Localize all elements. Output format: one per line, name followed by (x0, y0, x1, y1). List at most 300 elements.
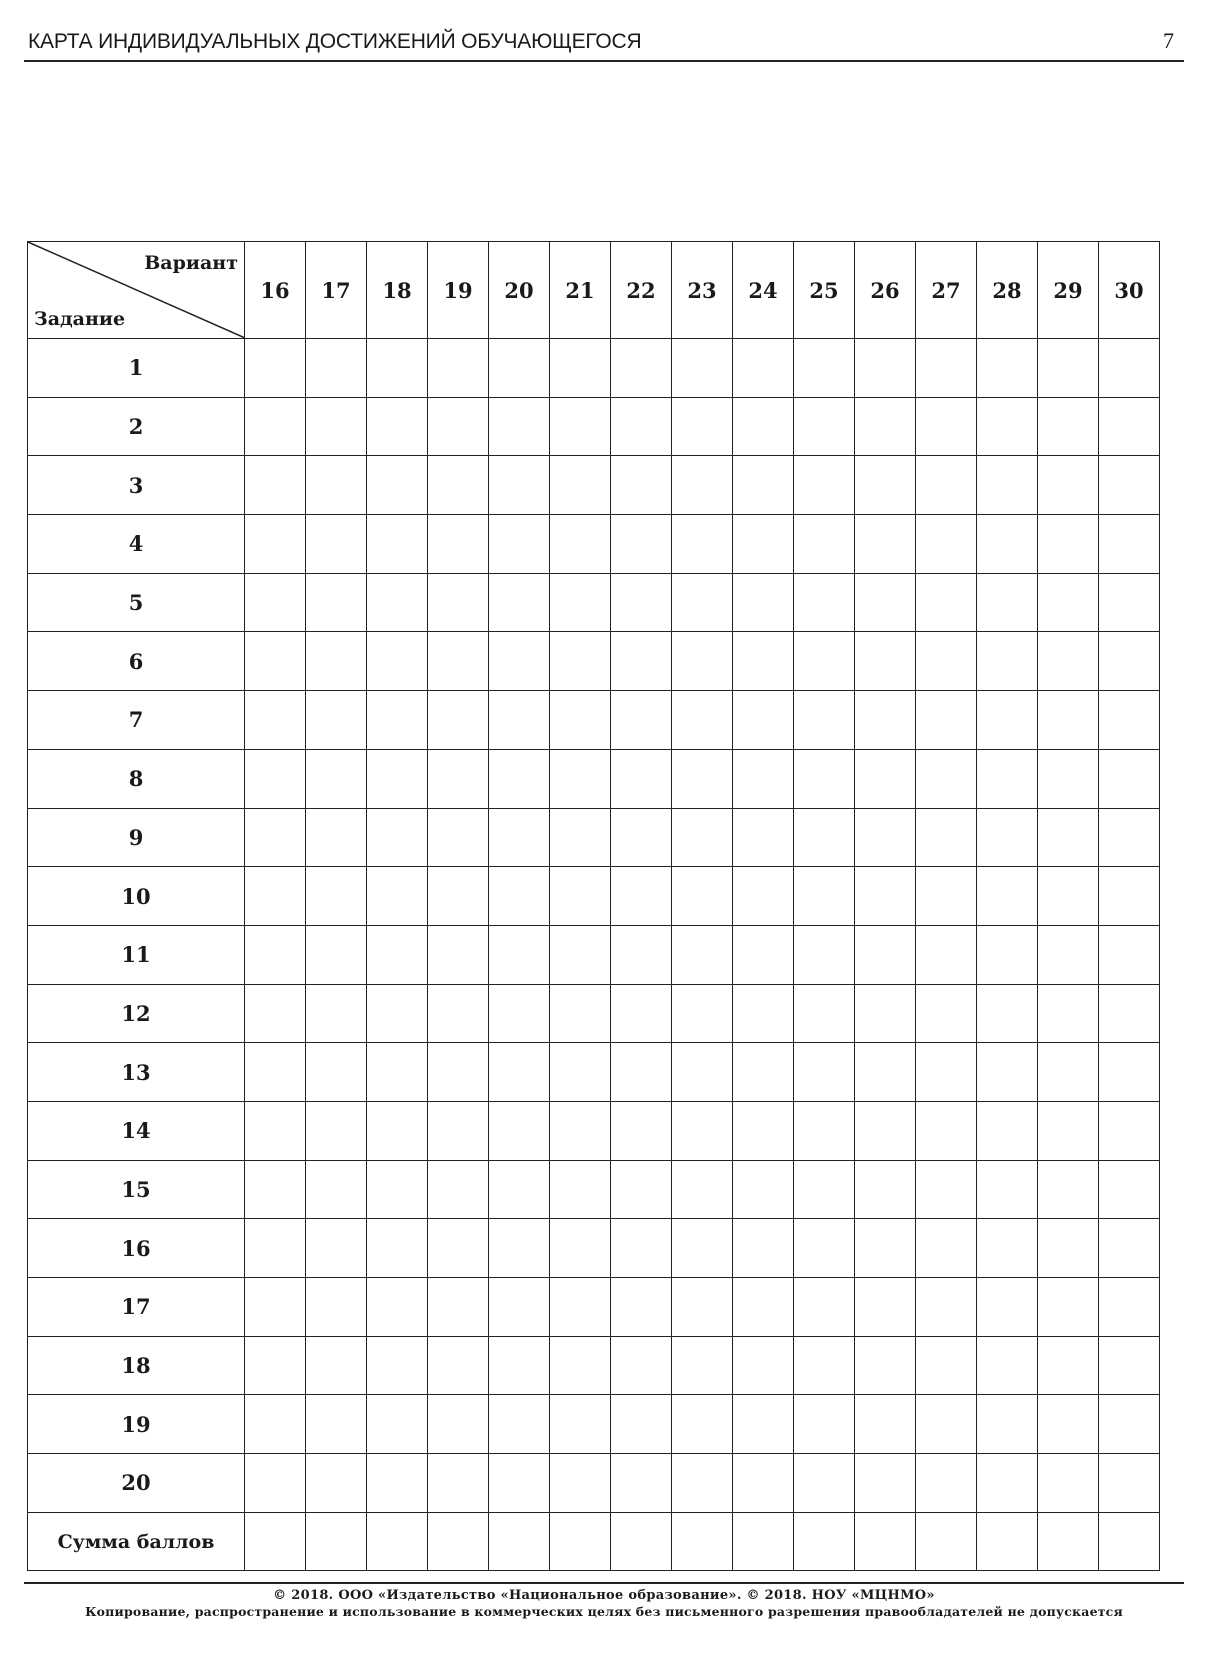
score-cell[interactable] (611, 1512, 672, 1571)
score-cell[interactable] (916, 1454, 977, 1513)
score-cell[interactable] (306, 456, 367, 515)
score-cell[interactable] (550, 1101, 611, 1160)
score-cell[interactable] (733, 573, 794, 632)
score-cell[interactable] (916, 749, 977, 808)
score-cell[interactable] (977, 925, 1038, 984)
score-cell[interactable] (367, 515, 428, 574)
score-cell[interactable] (245, 1160, 306, 1219)
score-cell[interactable] (611, 1043, 672, 1102)
score-cell[interactable] (1099, 984, 1160, 1043)
score-cell[interactable] (916, 1160, 977, 1219)
score-cell[interactable] (367, 1278, 428, 1337)
score-cell[interactable] (977, 867, 1038, 926)
score-cell[interactable] (428, 867, 489, 926)
score-cell[interactable] (672, 397, 733, 456)
score-cell[interactable] (855, 573, 916, 632)
score-cell[interactable] (428, 632, 489, 691)
score-cell[interactable] (550, 1219, 611, 1278)
score-cell[interactable] (1038, 1336, 1099, 1395)
score-cell[interactable] (1038, 691, 1099, 750)
score-cell[interactable] (306, 515, 367, 574)
score-cell[interactable] (733, 867, 794, 926)
score-cell[interactable] (489, 515, 550, 574)
score-cell[interactable] (733, 1395, 794, 1454)
score-cell[interactable] (489, 456, 550, 515)
score-cell[interactable] (916, 867, 977, 926)
score-cell[interactable] (1099, 1512, 1160, 1571)
score-cell[interactable] (916, 1043, 977, 1102)
score-cell[interactable] (428, 1278, 489, 1337)
score-cell[interactable] (367, 1512, 428, 1571)
score-cell[interactable] (794, 749, 855, 808)
score-cell[interactable] (916, 1395, 977, 1454)
score-cell[interactable] (1099, 397, 1160, 456)
score-cell[interactable] (1038, 456, 1099, 515)
score-cell[interactable] (367, 1395, 428, 1454)
score-cell[interactable] (1038, 1395, 1099, 1454)
score-cell[interactable] (489, 1395, 550, 1454)
score-cell[interactable] (489, 1160, 550, 1219)
score-cell[interactable] (367, 339, 428, 398)
score-cell[interactable] (428, 749, 489, 808)
score-cell[interactable] (306, 1043, 367, 1102)
score-cell[interactable] (428, 1043, 489, 1102)
score-cell[interactable] (794, 397, 855, 456)
score-cell[interactable] (1099, 1219, 1160, 1278)
score-cell[interactable] (611, 339, 672, 398)
score-cell[interactable] (611, 573, 672, 632)
score-cell[interactable] (367, 984, 428, 1043)
score-cell[interactable] (489, 397, 550, 456)
score-cell[interactable] (611, 397, 672, 456)
score-cell[interactable] (1038, 1219, 1099, 1278)
score-cell[interactable] (672, 1278, 733, 1337)
score-cell[interactable] (1038, 632, 1099, 691)
score-cell[interactable] (916, 1219, 977, 1278)
score-cell[interactable] (611, 925, 672, 984)
score-cell[interactable] (306, 1160, 367, 1219)
score-cell[interactable] (245, 984, 306, 1043)
score-cell[interactable] (672, 749, 733, 808)
score-cell[interactable] (1099, 925, 1160, 984)
score-cell[interactable] (733, 1454, 794, 1513)
score-cell[interactable] (306, 691, 367, 750)
score-cell[interactable] (245, 1512, 306, 1571)
score-cell[interactable] (855, 339, 916, 398)
score-cell[interactable] (367, 1219, 428, 1278)
score-cell[interactable] (794, 1454, 855, 1513)
score-cell[interactable] (733, 397, 794, 456)
score-cell[interactable] (916, 925, 977, 984)
score-cell[interactable] (1038, 1454, 1099, 1513)
score-cell[interactable] (977, 573, 1038, 632)
score-cell[interactable] (306, 867, 367, 926)
score-cell[interactable] (367, 573, 428, 632)
score-cell[interactable] (428, 808, 489, 867)
score-cell[interactable] (733, 1278, 794, 1337)
score-cell[interactable] (794, 515, 855, 574)
score-cell[interactable] (672, 925, 733, 984)
score-cell[interactable] (245, 691, 306, 750)
score-cell[interactable] (733, 1336, 794, 1395)
score-cell[interactable] (489, 573, 550, 632)
score-cell[interactable] (1038, 925, 1099, 984)
score-cell[interactable] (672, 808, 733, 867)
score-cell[interactable] (550, 632, 611, 691)
score-cell[interactable] (916, 1101, 977, 1160)
score-cell[interactable] (977, 1219, 1038, 1278)
score-cell[interactable] (1038, 515, 1099, 574)
score-cell[interactable] (367, 1336, 428, 1395)
score-cell[interactable] (1099, 867, 1160, 926)
score-cell[interactable] (1038, 1043, 1099, 1102)
score-cell[interactable] (977, 808, 1038, 867)
score-cell[interactable] (489, 691, 550, 750)
score-cell[interactable] (245, 1395, 306, 1454)
score-cell[interactable] (550, 691, 611, 750)
score-cell[interactable] (977, 1336, 1038, 1395)
score-cell[interactable] (367, 691, 428, 750)
score-cell[interactable] (428, 1336, 489, 1395)
score-cell[interactable] (916, 573, 977, 632)
score-cell[interactable] (428, 515, 489, 574)
score-cell[interactable] (977, 456, 1038, 515)
score-cell[interactable] (611, 1454, 672, 1513)
score-cell[interactable] (245, 515, 306, 574)
score-cell[interactable] (428, 984, 489, 1043)
score-cell[interactable] (1099, 456, 1160, 515)
score-cell[interactable] (550, 867, 611, 926)
score-cell[interactable] (1099, 1454, 1160, 1513)
score-cell[interactable] (611, 749, 672, 808)
score-cell[interactable] (306, 1336, 367, 1395)
score-cell[interactable] (733, 1160, 794, 1219)
score-cell[interactable] (855, 632, 916, 691)
score-cell[interactable] (855, 456, 916, 515)
score-cell[interactable] (1099, 1043, 1160, 1102)
score-cell[interactable] (428, 1395, 489, 1454)
score-cell[interactable] (794, 573, 855, 632)
score-cell[interactable] (306, 1512, 367, 1571)
score-cell[interactable] (855, 1278, 916, 1337)
score-cell[interactable] (855, 1219, 916, 1278)
score-cell[interactable] (611, 984, 672, 1043)
score-cell[interactable] (611, 1219, 672, 1278)
score-cell[interactable] (794, 1278, 855, 1337)
score-cell[interactable] (672, 456, 733, 515)
score-cell[interactable] (977, 397, 1038, 456)
score-cell[interactable] (245, 1219, 306, 1278)
score-cell[interactable] (916, 1278, 977, 1337)
score-cell[interactable] (977, 339, 1038, 398)
score-cell[interactable] (794, 691, 855, 750)
score-cell[interactable] (733, 749, 794, 808)
score-cell[interactable] (794, 1395, 855, 1454)
score-cell[interactable] (245, 397, 306, 456)
score-cell[interactable] (855, 1336, 916, 1395)
score-cell[interactable] (855, 925, 916, 984)
score-cell[interactable] (489, 1043, 550, 1102)
score-cell[interactable] (489, 749, 550, 808)
score-cell[interactable] (367, 867, 428, 926)
score-cell[interactable] (672, 1395, 733, 1454)
score-cell[interactable] (794, 925, 855, 984)
score-cell[interactable] (672, 1160, 733, 1219)
score-cell[interactable] (794, 339, 855, 398)
score-cell[interactable] (428, 1160, 489, 1219)
score-cell[interactable] (306, 1395, 367, 1454)
score-cell[interactable] (672, 1336, 733, 1395)
score-cell[interactable] (306, 1454, 367, 1513)
score-cell[interactable] (367, 1101, 428, 1160)
score-cell[interactable] (855, 1395, 916, 1454)
score-cell[interactable] (245, 867, 306, 926)
score-cell[interactable] (916, 808, 977, 867)
score-cell[interactable] (1099, 1336, 1160, 1395)
score-cell[interactable] (550, 808, 611, 867)
score-cell[interactable] (977, 1512, 1038, 1571)
score-cell[interactable] (1099, 632, 1160, 691)
score-cell[interactable] (367, 808, 428, 867)
score-cell[interactable] (550, 984, 611, 1043)
score-cell[interactable] (1099, 1101, 1160, 1160)
score-cell[interactable] (733, 515, 794, 574)
score-cell[interactable] (367, 456, 428, 515)
score-cell[interactable] (1099, 515, 1160, 574)
score-cell[interactable] (855, 1101, 916, 1160)
score-cell[interactable] (611, 808, 672, 867)
score-cell[interactable] (977, 515, 1038, 574)
score-cell[interactable] (489, 867, 550, 926)
score-cell[interactable] (733, 984, 794, 1043)
score-cell[interactable] (489, 1219, 550, 1278)
score-cell[interactable] (245, 1101, 306, 1160)
score-cell[interactable] (916, 1336, 977, 1395)
score-cell[interactable] (611, 515, 672, 574)
score-cell[interactable] (550, 1512, 611, 1571)
score-cell[interactable] (489, 808, 550, 867)
score-cell[interactable] (428, 573, 489, 632)
score-cell[interactable] (550, 573, 611, 632)
score-cell[interactable] (1038, 1512, 1099, 1571)
score-cell[interactable] (733, 1219, 794, 1278)
score-cell[interactable] (916, 691, 977, 750)
score-cell[interactable] (855, 867, 916, 926)
score-cell[interactable] (428, 339, 489, 398)
score-cell[interactable] (672, 1101, 733, 1160)
score-cell[interactable] (977, 632, 1038, 691)
score-cell[interactable] (672, 339, 733, 398)
score-cell[interactable] (855, 1512, 916, 1571)
score-cell[interactable] (1038, 749, 1099, 808)
score-cell[interactable] (1038, 1101, 1099, 1160)
score-cell[interactable] (672, 1454, 733, 1513)
score-cell[interactable] (672, 573, 733, 632)
score-cell[interactable] (550, 1278, 611, 1337)
score-cell[interactable] (306, 1219, 367, 1278)
score-cell[interactable] (550, 397, 611, 456)
score-cell[interactable] (245, 1336, 306, 1395)
score-cell[interactable] (306, 573, 367, 632)
score-cell[interactable] (672, 1043, 733, 1102)
score-cell[interactable] (245, 925, 306, 984)
score-cell[interactable] (489, 1336, 550, 1395)
score-cell[interactable] (428, 1512, 489, 1571)
score-cell[interactable] (916, 515, 977, 574)
score-cell[interactable] (794, 456, 855, 515)
score-cell[interactable] (428, 1454, 489, 1513)
score-cell[interactable] (916, 339, 977, 398)
score-cell[interactable] (672, 1512, 733, 1571)
score-cell[interactable] (306, 925, 367, 984)
score-cell[interactable] (489, 925, 550, 984)
score-cell[interactable] (428, 456, 489, 515)
score-cell[interactable] (794, 1160, 855, 1219)
score-cell[interactable] (245, 1278, 306, 1337)
score-cell[interactable] (855, 1454, 916, 1513)
score-cell[interactable] (367, 1043, 428, 1102)
score-cell[interactable] (977, 749, 1038, 808)
score-cell[interactable] (733, 632, 794, 691)
score-cell[interactable] (306, 984, 367, 1043)
score-cell[interactable] (733, 808, 794, 867)
score-cell[interactable] (916, 456, 977, 515)
score-cell[interactable] (1099, 573, 1160, 632)
score-cell[interactable] (1038, 1160, 1099, 1219)
score-cell[interactable] (489, 1278, 550, 1337)
score-cell[interactable] (550, 1043, 611, 1102)
score-cell[interactable] (611, 632, 672, 691)
score-cell[interactable] (611, 1101, 672, 1160)
score-cell[interactable] (306, 339, 367, 398)
score-cell[interactable] (367, 925, 428, 984)
score-cell[interactable] (916, 397, 977, 456)
score-cell[interactable] (550, 1336, 611, 1395)
score-cell[interactable] (916, 1512, 977, 1571)
score-cell[interactable] (1099, 808, 1160, 867)
score-cell[interactable] (306, 749, 367, 808)
score-cell[interactable] (672, 632, 733, 691)
score-cell[interactable] (489, 632, 550, 691)
score-cell[interactable] (245, 632, 306, 691)
score-cell[interactable] (916, 632, 977, 691)
score-cell[interactable] (1099, 1395, 1160, 1454)
score-cell[interactable] (794, 1219, 855, 1278)
score-cell[interactable] (1038, 984, 1099, 1043)
score-cell[interactable] (733, 1101, 794, 1160)
score-cell[interactable] (1099, 1278, 1160, 1337)
score-cell[interactable] (245, 808, 306, 867)
score-cell[interactable] (428, 691, 489, 750)
score-cell[interactable] (306, 808, 367, 867)
score-cell[interactable] (672, 867, 733, 926)
score-cell[interactable] (794, 984, 855, 1043)
score-cell[interactable] (916, 984, 977, 1043)
score-cell[interactable] (611, 1395, 672, 1454)
score-cell[interactable] (245, 573, 306, 632)
score-cell[interactable] (794, 867, 855, 926)
score-cell[interactable] (1038, 339, 1099, 398)
score-cell[interactable] (794, 1336, 855, 1395)
score-cell[interactable] (1038, 1278, 1099, 1337)
score-cell[interactable] (855, 808, 916, 867)
score-cell[interactable] (855, 1043, 916, 1102)
score-cell[interactable] (1038, 397, 1099, 456)
score-cell[interactable] (489, 1101, 550, 1160)
score-cell[interactable] (977, 984, 1038, 1043)
score-cell[interactable] (245, 749, 306, 808)
score-cell[interactable] (672, 1219, 733, 1278)
score-cell[interactable] (855, 691, 916, 750)
score-cell[interactable] (245, 1043, 306, 1102)
score-cell[interactable] (1099, 691, 1160, 750)
score-cell[interactable] (1038, 867, 1099, 926)
score-cell[interactable] (489, 339, 550, 398)
score-cell[interactable] (1038, 808, 1099, 867)
score-cell[interactable] (611, 867, 672, 926)
score-cell[interactable] (489, 1454, 550, 1513)
score-cell[interactable] (550, 749, 611, 808)
score-cell[interactable] (550, 1160, 611, 1219)
score-cell[interactable] (977, 1101, 1038, 1160)
score-cell[interactable] (489, 1512, 550, 1571)
score-cell[interactable] (245, 339, 306, 398)
score-cell[interactable] (1038, 573, 1099, 632)
score-cell[interactable] (672, 515, 733, 574)
score-cell[interactable] (306, 1278, 367, 1337)
score-cell[interactable] (977, 1454, 1038, 1513)
score-cell[interactable] (672, 984, 733, 1043)
score-cell[interactable] (794, 1512, 855, 1571)
score-cell[interactable] (367, 1454, 428, 1513)
score-cell[interactable] (428, 1219, 489, 1278)
score-cell[interactable] (672, 691, 733, 750)
score-cell[interactable] (611, 1336, 672, 1395)
score-cell[interactable] (611, 691, 672, 750)
score-cell[interactable] (977, 1043, 1038, 1102)
score-cell[interactable] (794, 808, 855, 867)
score-cell[interactable] (611, 456, 672, 515)
score-cell[interactable] (977, 1278, 1038, 1337)
score-cell[interactable] (733, 1512, 794, 1571)
score-cell[interactable] (1099, 1160, 1160, 1219)
score-cell[interactable] (306, 397, 367, 456)
score-cell[interactable] (611, 1278, 672, 1337)
score-cell[interactable] (855, 397, 916, 456)
score-cell[interactable] (550, 1395, 611, 1454)
score-cell[interactable] (855, 984, 916, 1043)
score-cell[interactable] (367, 397, 428, 456)
score-cell[interactable] (489, 984, 550, 1043)
score-cell[interactable] (611, 1160, 672, 1219)
score-cell[interactable] (1099, 749, 1160, 808)
score-cell[interactable] (428, 397, 489, 456)
score-cell[interactable] (733, 925, 794, 984)
score-cell[interactable] (855, 749, 916, 808)
score-cell[interactable] (733, 1043, 794, 1102)
score-cell[interactable] (855, 515, 916, 574)
score-cell[interactable] (306, 1101, 367, 1160)
score-cell[interactable] (245, 456, 306, 515)
score-cell[interactable] (733, 339, 794, 398)
score-cell[interactable] (367, 749, 428, 808)
score-cell[interactable] (1099, 339, 1160, 398)
score-cell[interactable] (550, 515, 611, 574)
score-cell[interactable] (428, 1101, 489, 1160)
score-cell[interactable] (977, 691, 1038, 750)
score-cell[interactable] (550, 925, 611, 984)
score-cell[interactable] (550, 339, 611, 398)
